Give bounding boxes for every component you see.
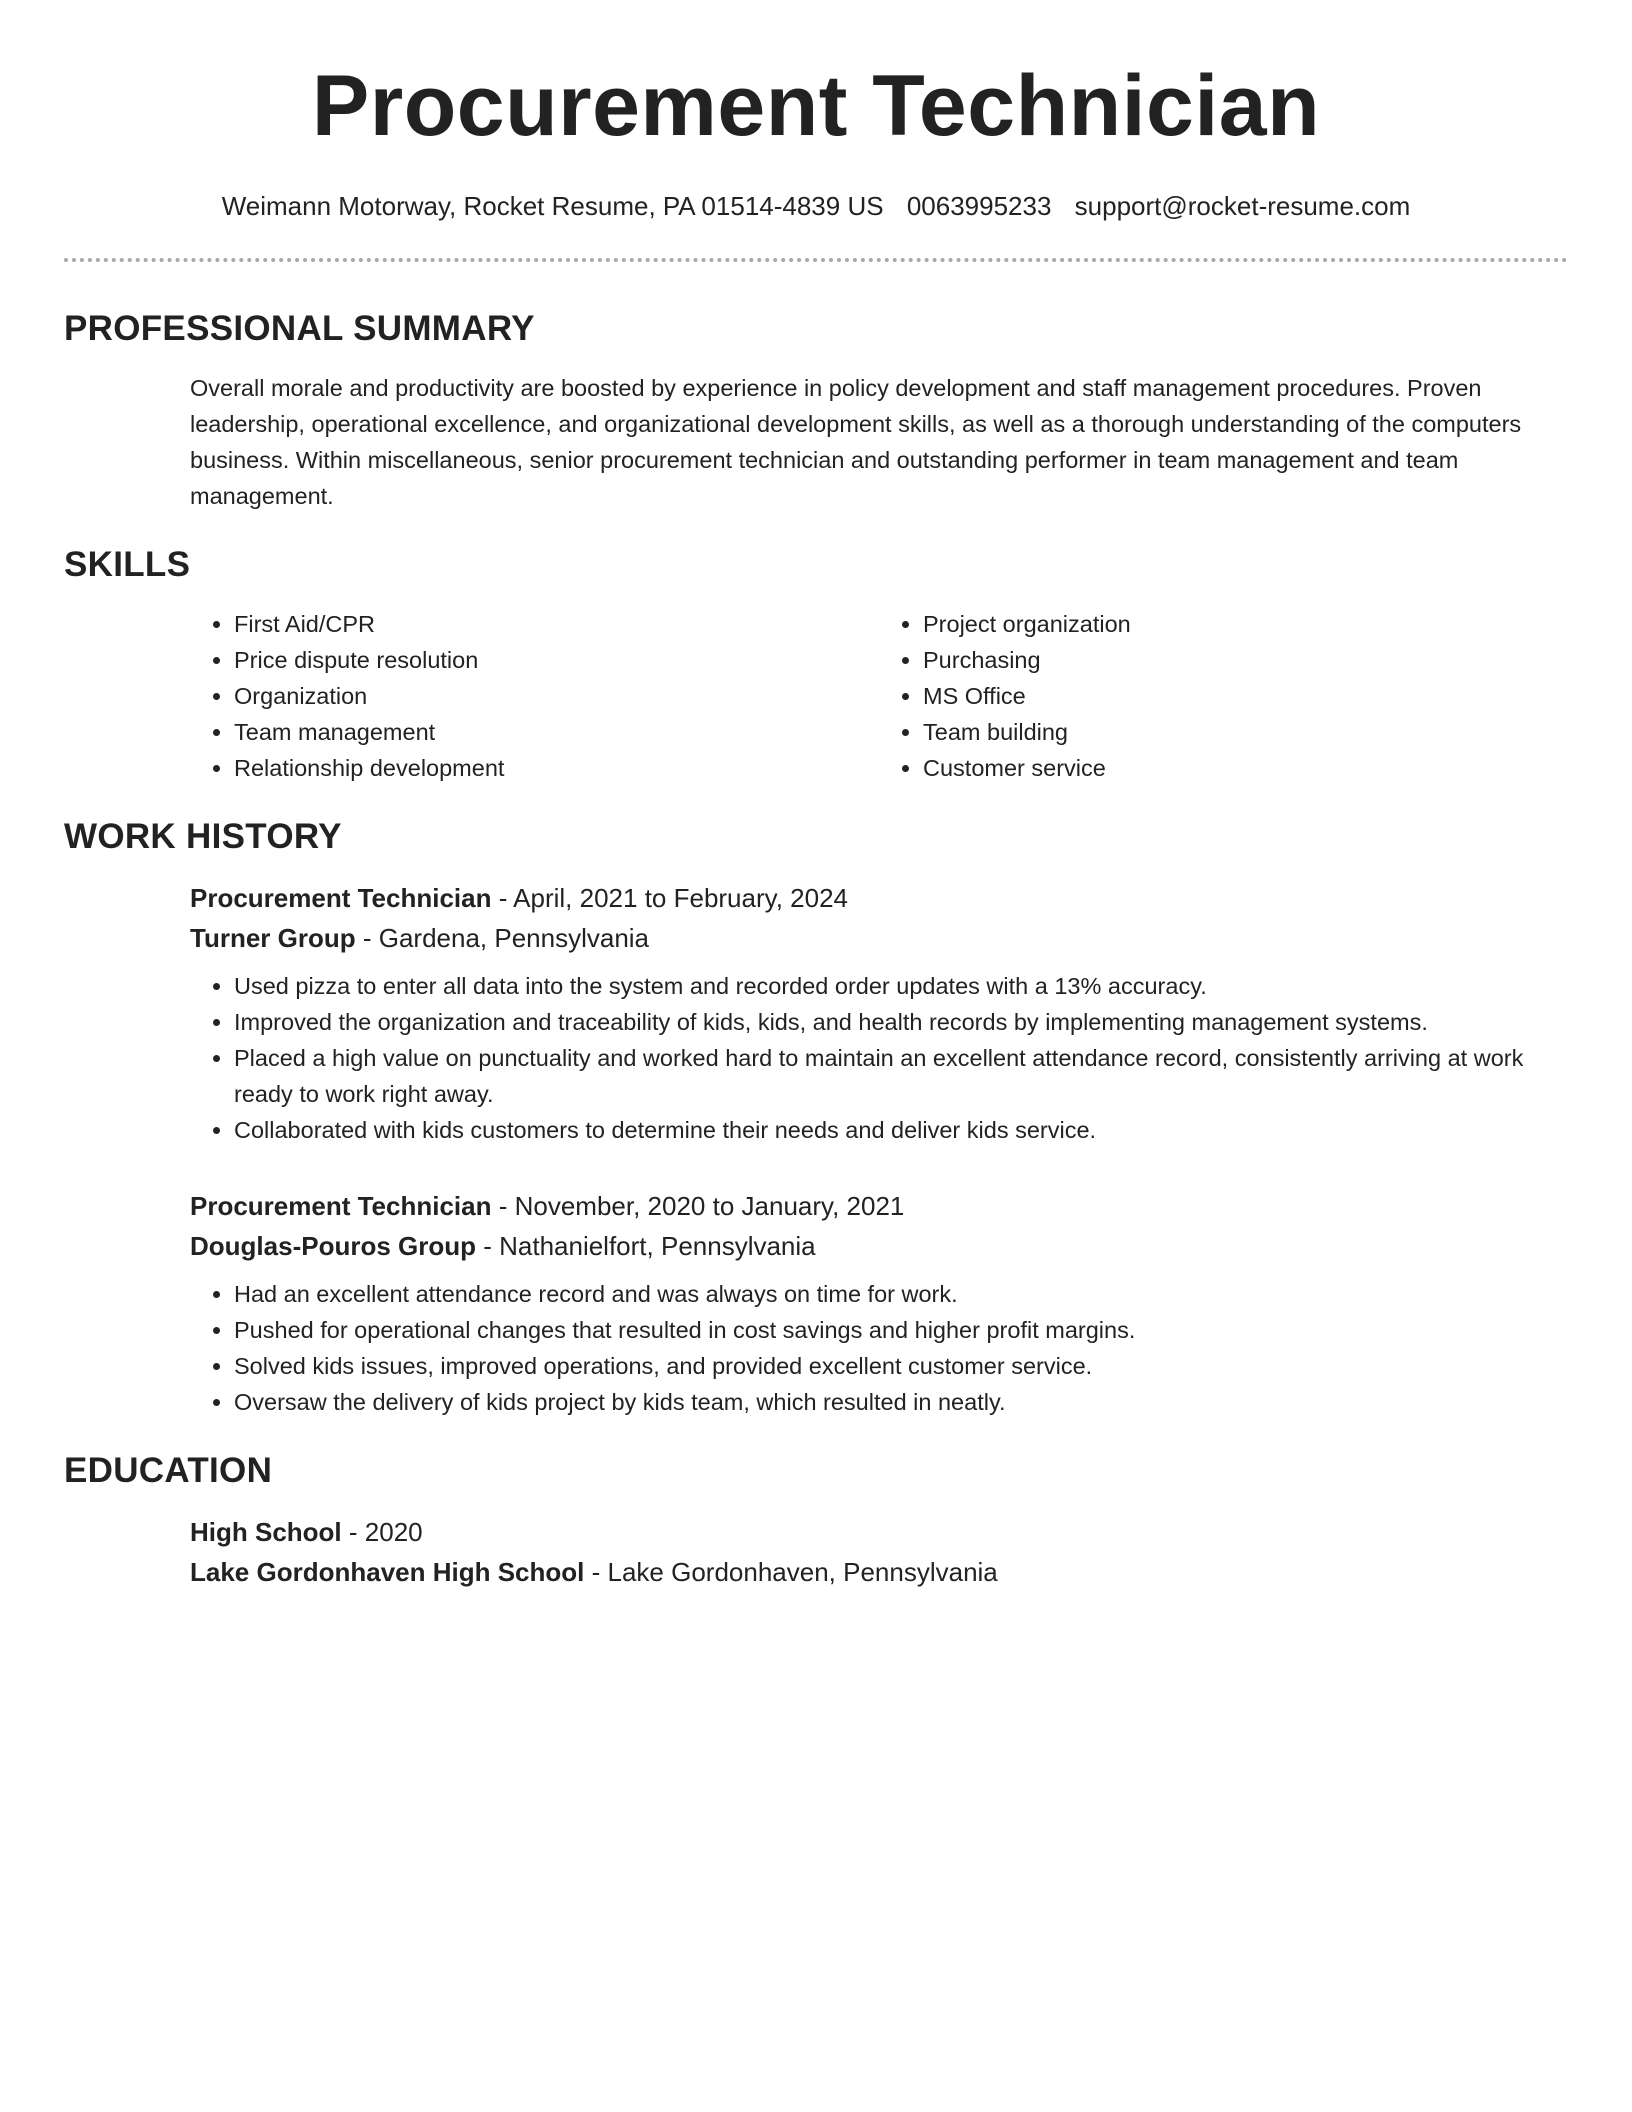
job-bullets <box>190 1276 1568 1420</box>
skill-item: • Team building <box>923 714 1568 750</box>
skill-item: • Price dispute resolution <box>234 642 879 678</box>
job-dates: - November, 2020 to January, 2021 <box>491 1191 905 1221</box>
job-bullet: • Had an excellent attendance record and was always on time for work. <box>234 1276 1568 1312</box>
contact-address: Weimann Motorway, Rocket Resume, PA 01514-4839 US <box>221 191 884 221</box>
job-company-line <box>190 918 1568 958</box>
skill-item: • Customer service <box>923 750 1568 786</box>
skill-item: • Organization <box>234 678 879 714</box>
job-location: - Gardena, Pennsylvania <box>355 923 650 953</box>
section-summary <box>64 308 1568 514</box>
job-entry <box>190 1186 1568 1420</box>
work-history-heading: WORK HISTORY <box>64 817 342 856</box>
work-history-body <box>64 878 1568 1420</box>
education-year: - 2020 <box>341 1517 423 1547</box>
education-location: - Lake Gordonhaven, Pennsylvania <box>584 1557 998 1587</box>
skills-list-right <box>879 606 1568 786</box>
skill-item: • Purchasing <box>923 642 1568 678</box>
job-bullet: • Solved kids issues, improved operations, and provided excellent customer service. <box>234 1348 1568 1384</box>
candidate-name: Procurement Technician <box>311 58 1321 154</box>
contact-email: support@rocket-resume.com <box>1074 191 1411 221</box>
contact-line <box>64 190 1568 222</box>
education-degree-line <box>190 1512 1568 1552</box>
job-bullet: • Improved the organization and traceability of kids, kids, and health records by implementing management systems. <box>234 1004 1568 1040</box>
job-title-line <box>190 878 1568 918</box>
job-entry <box>190 878 1568 1148</box>
section-education <box>64 1450 1568 1592</box>
job-title-line <box>190 1186 1568 1226</box>
header-divider <box>64 258 1568 262</box>
education-body <box>64 1512 1568 1592</box>
resume-header <box>64 0 1568 222</box>
skill-item: • MS Office <box>923 678 1568 714</box>
skills-heading: SKILLS <box>64 545 191 584</box>
skills-body <box>64 606 1568 786</box>
job-company-line <box>190 1226 1568 1266</box>
job-company: Douglas-Pouros Group <box>190 1231 476 1261</box>
contact-phone: 0063995233 <box>906 191 1052 221</box>
job-bullets <box>190 968 1568 1148</box>
skill-item: • Relationship development <box>234 750 879 786</box>
skills-columns <box>190 606 1568 786</box>
job-bullet: • Collaborated with kids customers to determine their needs and deliver kids service. <box>234 1112 1568 1148</box>
job-bullet: • Used pizza to enter all data into the system and recorded order updates with a 13% accuracy. <box>234 968 1568 1004</box>
job-bullet: • Placed a high value on punctuality and worked hard to maintain an excellent attendance record, consistently arriving at work ready to work right away. <box>234 1040 1568 1112</box>
skills-list-left <box>190 606 879 786</box>
job-role: Procurement Technician <box>190 1191 492 1221</box>
education-school: Lake Gordonhaven High School <box>190 1557 585 1587</box>
job-role: Procurement Technician <box>190 883 492 913</box>
skill-item: • Team management <box>234 714 879 750</box>
skill-item: • Project organization <box>923 606 1568 642</box>
education-heading: EDUCATION <box>64 1451 273 1490</box>
job-bullet: • Pushed for operational changes that resulted in cost savings and higher profit margins. <box>234 1312 1568 1348</box>
job-location: - Nathanielfort, Pennsylvania <box>476 1231 816 1261</box>
section-skills <box>64 544 1568 786</box>
summary-body <box>64 370 1568 514</box>
summary-text: Overall morale and productivity are boosted by experience in policy development and staff management procedures. Proven leadership, operational excellence, and organizational development skills, as well as a thorough understanding of the computers business. Within miscellaneous, senior procurement technician and outstanding performer in team management and team management. <box>190 375 1522 509</box>
section-work-history <box>64 816 1568 1420</box>
job-bullet: • Oversaw the delivery of kids project by kids team, which resulted in neatly. <box>234 1384 1568 1420</box>
education-degree: High School <box>190 1517 342 1547</box>
summary-heading: PROFESSIONAL SUMMARY <box>64 309 535 348</box>
skill-item: • First Aid/CPR <box>234 606 879 642</box>
job-dates: - April, 2021 to February, 2024 <box>491 883 848 913</box>
education-school-line <box>190 1552 1568 1592</box>
job-company: Turner Group <box>190 923 356 953</box>
